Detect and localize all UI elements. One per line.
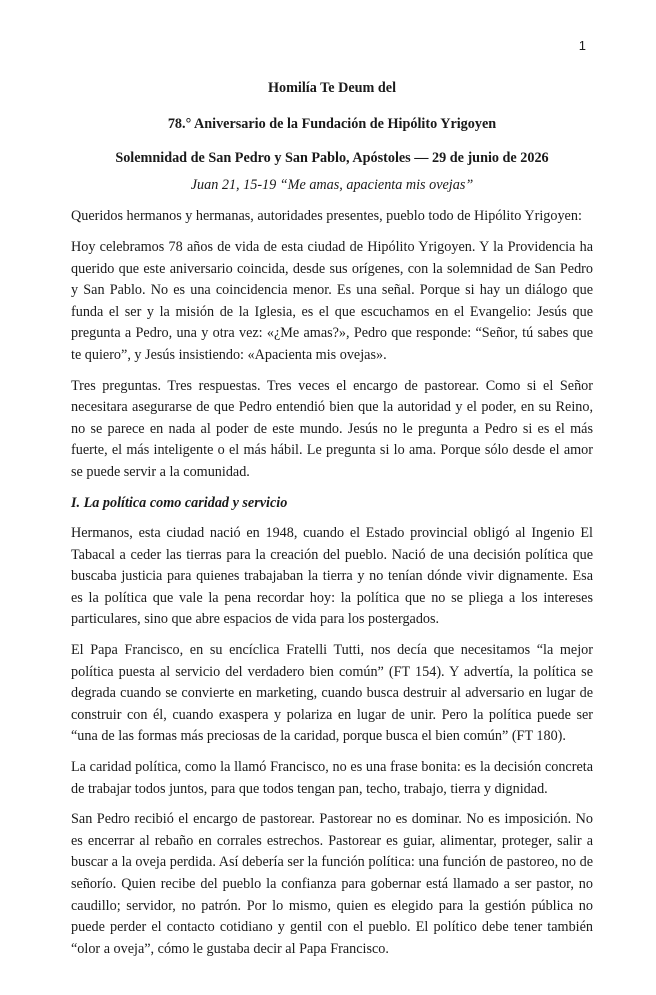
homily-document — [71, 78, 593, 969]
section-paragraph: La caridad política, como la llamó Francisco, no es una frase bonita: es la decisión concreta de trabajar todos juntos, para que todos tengan pan, techo, trabajo, tierra y dignidad. — [71, 759, 593, 797]
body-paragraph: Tres preguntas. Tres respuestas. Tres veces el encargo de pastorear. Como si el Señor necesitara asegurarse de que Pedro entendió bien que la autoridad y el poder, en su Reino, no se parece en nada al poder de este mundo. Jesús no le pregunta a Pedro si es el más fuerte, el más inteligente o el más hábil. Le pregunta si lo ama. Porque sólo desde el amor se puede servir a la comunidad. — [71, 377, 593, 480]
document-title: Homilía Te Deum del — [267, 80, 397, 96]
page-number: 1 — [578, 38, 586, 53]
section-paragraph: San Pedro recibió el encargo de pastorear. Pastorear no es dominar. No es imposición. No es encerrar al rebaño en corrales estrechos. Pastorear es guiar, alimentar, proteger, salir a buscar a la oveja perdida. Así debería ser la función política: una función de pastoreo, no de señorío. Quien recibe del pueblo la confianza para gobernar está llamado a ser pastor, no caudillo; servidor, no patrón. Por lo mismo, quien es elegido para la gestión pública no puede perder el contacto cotidiano y gentil con el pueblo. El político debe tener también “olor a oveja”, cómo le gustaba decir al Papa Francisco. — [71, 811, 593, 957]
greeting-paragraph: Queridos hermanos y hermanas, autoridades presentes, pueblo todo de Hipólito Yrigoyen: — [71, 208, 582, 225]
body-paragraph: Hoy celebramos 78 años de vida de esta ciudad de Hipólito Yrigoyen. Y la Providencia ha querido que este aniversario coincida, desde sus orígenes, con la solemnidad de San Pedro y San Pablo. No es una coincidencia menor. Es una señal. Porque si hay un diálogo que funda el ser y la misión de la Iglesia, es el que escuchamos en el Evangelio: Jesús que pregunta a Pedro, una y otra vez: «¿Me amas?», Pedro que responde: “Señor, tú sabes que te quiero”, y Jesús insistiendo: «Apacienta mis ovejas». — [71, 238, 593, 363]
section-title: I. La política como caridad y servicio — [71, 494, 288, 511]
document-solemnity: Solemnidad de San Pedro y San Pablo, Apóstoles — 29 de junio de 2026 — [115, 150, 549, 167]
section-paragraph: El Papa Francisco, en su encíclica Fratelli Tutti, nos decía que necesitamos “la mejor política puesta al servicio del verdadero bien común” (FT 154). Y advertía, la política se degrada cuando se convierte en marketing, cuando busca destruir al adversario en lugar de construir con él, cuando exaspera y polariza en lugar de unir. Pero la política puede ser “una de las formas más preciosas de la caridad, porque busca el bien común” (FT 180). — [71, 642, 593, 745]
section-paragraph: Hermanos, esta ciudad nació en 1948, cuando el Estado provincial obligó al Ingenio El Tabacal a ceder las tierras para la creación del pueblo. Nació de una decisión política que buscaba justicia para quienes trabajaban la tierra y no tenían dónde vivir dignamente. Esa es la política que vale la pena recordar hoy: la política que no se pliega a los intereses particulares, sino que abre espacios de vida para los postergados. — [71, 525, 593, 628]
scripture-reference: Juan 21, 15-19 “Me amas, apacienta mis ovejas” — [190, 176, 474, 193]
document-occasion: 78.° Aniversario de la Fundación de Hipólito Yrigoyen — [167, 115, 497, 132]
